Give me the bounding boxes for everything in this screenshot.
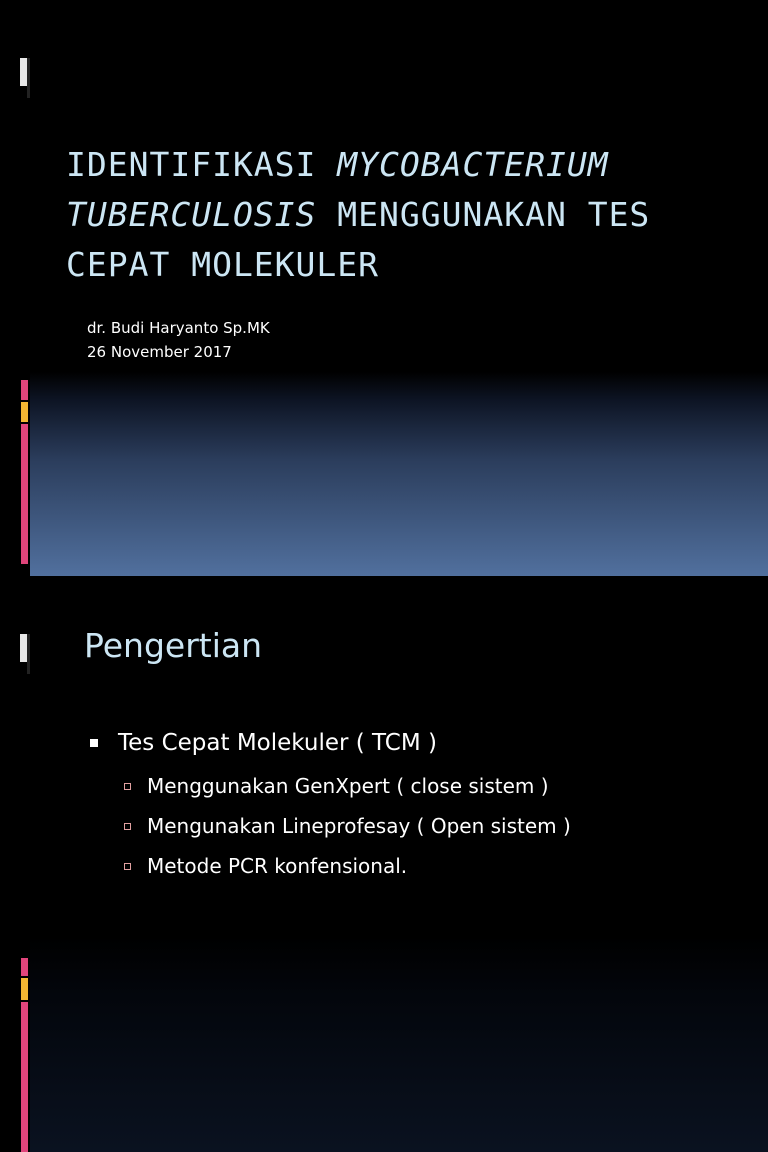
- sub-bullet-item: [124, 766, 571, 806]
- content-slide: [0, 576, 768, 1152]
- slide-title: Pengertian: [84, 626, 263, 665]
- slide-marker-shadow: [27, 58, 30, 98]
- square-bullet-icon: [90, 739, 98, 747]
- title-part: MENGGUNAKAN TES CEPAT MOLEKULER: [66, 195, 651, 284]
- accent-bar-yellow: [21, 402, 28, 422]
- title-part-italic: MYCOBACTERIUM TUBERCULOSIS: [66, 145, 609, 234]
- sub-bullet-text: Menggunakan GenXpert ( close sistem ): [147, 774, 549, 798]
- subtitle: [87, 316, 270, 364]
- slide-marker-shadow: [27, 634, 30, 674]
- accent-bar-pink-long: [21, 424, 28, 564]
- accent-bar-pink-long: [21, 1002, 28, 1152]
- slide-title: [66, 140, 746, 290]
- title-part: IDENTIFIKASI: [66, 145, 338, 184]
- author: dr. Budi Haryanto Sp.MK: [87, 319, 270, 337]
- accent-bar-pink: [21, 958, 28, 976]
- hollow-square-bullet-icon: [124, 783, 131, 790]
- bullet-list: [90, 730, 571, 886]
- bullet-text: Tes Cepat Molekuler ( TCM ): [118, 730, 437, 756]
- sub-bullet-text: Mengunakan Lineprofesay ( Open sistem ): [147, 814, 571, 838]
- hollow-square-bullet-icon: [124, 823, 131, 830]
- sub-bullet-list: [124, 766, 571, 886]
- sub-bullet-text: Metode PCR konfensional.: [147, 854, 408, 878]
- bullet-item: [90, 730, 571, 756]
- accent-bar-yellow: [21, 978, 28, 1000]
- date: 26 November 2017: [87, 343, 232, 361]
- sub-bullet-item: [124, 846, 571, 886]
- accent-bar-pink: [21, 380, 28, 400]
- sub-bullet-item: [124, 806, 571, 846]
- hollow-square-bullet-icon: [124, 863, 131, 870]
